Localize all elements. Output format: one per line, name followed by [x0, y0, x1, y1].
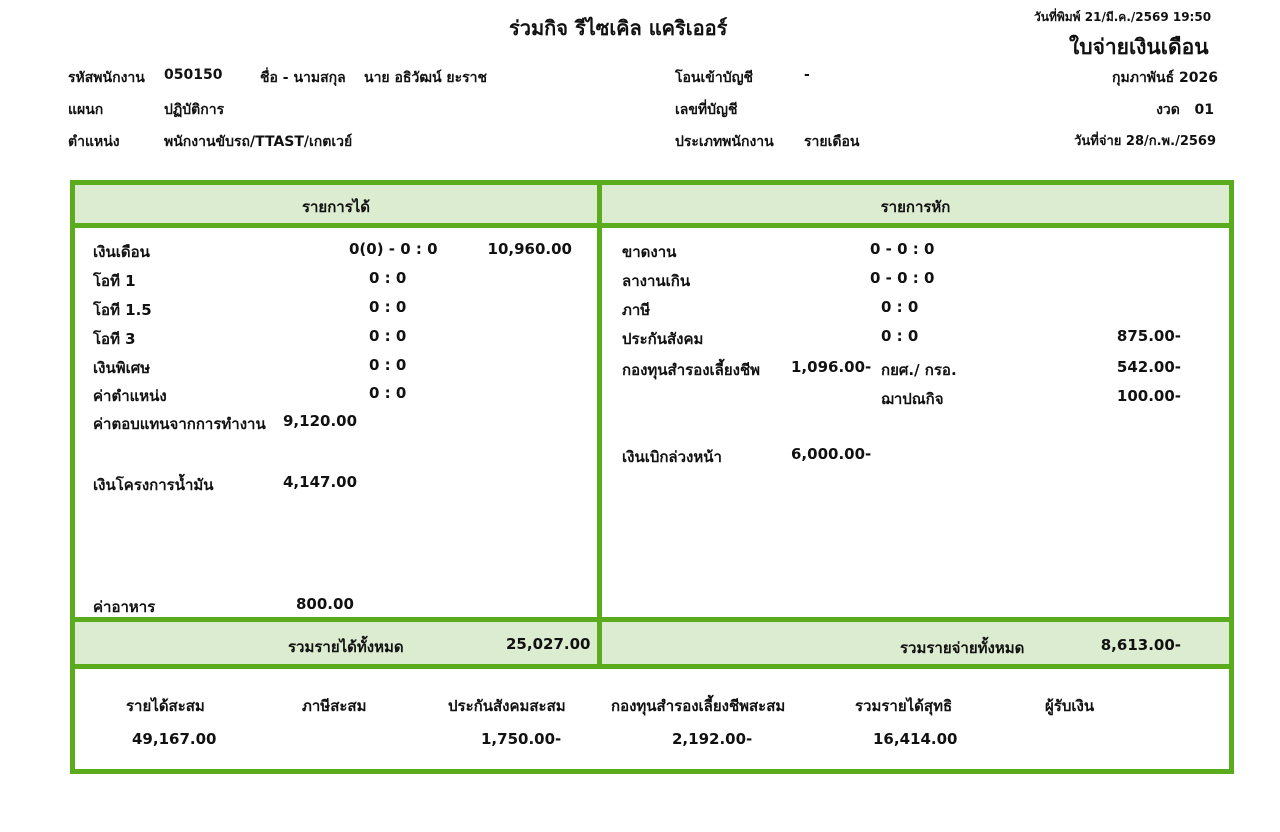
sso-label: ประกันสังคม [622, 330, 704, 348]
position: พนักงานขับรถ/TTAST/เกตเวย์ [164, 134, 353, 150]
installment-number: 01 [1194, 102, 1214, 118]
leave-label: ลางานเกิน [622, 272, 691, 290]
tax-label: ภาษี [622, 301, 651, 319]
compensation-label: ค่าตอบแทนจากการทำงาน [93, 415, 266, 433]
funeral-label: ฌาปณกิจ [881, 390, 944, 408]
student-loan-amount: 542.00- [1116, 358, 1181, 376]
accum-income-label: รายได้สะสม [126, 697, 205, 715]
period-month: กุมภาพันธ์ 2026 [1112, 70, 1218, 86]
student-loan-label: กยศ./ กรอ. [881, 361, 957, 379]
accum-sso-label: ประกันสังคมสะสม [448, 697, 566, 715]
absent-qty: 0 - 0 : 0 [870, 240, 935, 258]
employee-type-label: ประเภทพนักงาน [675, 134, 774, 150]
income-row-label: โอที 3 [93, 330, 136, 348]
food-label: ค่าอาหาร [93, 598, 156, 616]
department: ปฏิบัติการ [164, 102, 225, 118]
slip-title: ใบจ่ายเงินเดือน [1069, 35, 1209, 59]
deduction-total: 8,613.00- [1100, 636, 1181, 654]
accum-tax-label: ภาษีสะสม [302, 697, 367, 715]
fuel-amount: 4,147.00 [283, 473, 358, 491]
income-row-qty: 0(0) - 0 : 0 [349, 240, 438, 258]
department-label: แผนก [68, 102, 104, 118]
income-row-qty: 0 : 0 [369, 269, 407, 287]
tax-qty: 0 : 0 [881, 298, 919, 316]
income-row-qty: 0 : 0 [369, 384, 407, 402]
accum-sso: 1,750.00- [481, 730, 562, 748]
funeral-amount: 100.00- [1116, 387, 1181, 405]
employee-name: นาย อธิวัฒน์ ยะราช [364, 70, 488, 86]
income-row-qty: 0 : 0 [369, 327, 407, 345]
advance-amount: 6,000.00- [791, 445, 872, 463]
installment-label: งวด [1156, 102, 1180, 118]
income-row-amount: 10,960.00 [487, 240, 572, 258]
accum-income: 49,167.00 [132, 730, 217, 748]
print-date: วันที่พิมพ์ 21/มี.ค./2569 19:50 [1034, 10, 1212, 24]
transfer-label: โอนเข้าบัญชี [675, 70, 754, 86]
advance-label: เงินเบิกล่วงหน้า [622, 448, 722, 466]
sso-qty: 0 : 0 [881, 327, 919, 345]
income-row-label: โอที 1.5 [93, 301, 152, 319]
deduction-total-label: รวมรายจ่ายทั้งหมด [900, 639, 1025, 657]
divider [75, 664, 1229, 669]
food-amount: 800.00 [296, 595, 354, 613]
absent-label: ขาดงาน [622, 243, 677, 261]
income-title: รายการได้ [301, 198, 371, 216]
accum-provident-fund: 2,192.00- [672, 730, 753, 748]
account-label: เลขที่บัญชี [675, 102, 738, 118]
income-row-label: ค่าตำแหน่ง [93, 387, 167, 405]
net-income-label: รวมรายได้สุทธิ [855, 697, 953, 715]
deduction-title: รายการหัก [880, 198, 951, 216]
income-total-label: รวมรายได้ทั้งหมด [288, 638, 404, 656]
position-label: ตำแหน่ง [68, 134, 120, 150]
income-row-qty: 0 : 0 [369, 298, 407, 316]
pay-date: วันที่จ่าย 28/ก.พ./2569 [1074, 134, 1216, 149]
company-name: ร่วมกิจ รีไซเคิล แคริเออร์ [509, 16, 728, 40]
fuel-label: เงินโครงการน้ำมัน [93, 476, 214, 494]
transfer-value: - [804, 67, 810, 83]
divider [75, 223, 1229, 228]
income-total: 25,027.00 [506, 635, 591, 653]
compensation-amount: 9,120.00 [283, 412, 358, 430]
leave-qty: 0 - 0 : 0 [870, 269, 935, 287]
employee-code-label: รหัสพนักงาน [68, 70, 145, 86]
net-income: 16,414.00 [873, 730, 958, 748]
income-row-label: เงินพิเศษ [93, 359, 151, 377]
employee-type: รายเดือน [804, 134, 860, 150]
installment [1156, 99, 1214, 121]
income-row-label: เงินเดือน [93, 243, 150, 261]
accum-provident-fund-label: กองทุนสำรองเลี้ยงชีพสะสม [611, 697, 786, 715]
employee-name-label: ชื่อ - นามสกุล [260, 70, 346, 86]
income-row-label: โอที 1 [93, 272, 136, 290]
sso-amount: 875.00- [1116, 327, 1181, 345]
receiver-label: ผู้รับเงิน [1045, 697, 1095, 715]
provident-fund-label: กองทุนสำรองเลี้ยงชีพ [622, 361, 761, 379]
income-row-qty: 0 : 0 [369, 356, 407, 374]
divider [597, 185, 602, 665]
provident-fund-amount: 1,096.00- [791, 358, 872, 376]
employee-code: 050150 [164, 67, 223, 83]
